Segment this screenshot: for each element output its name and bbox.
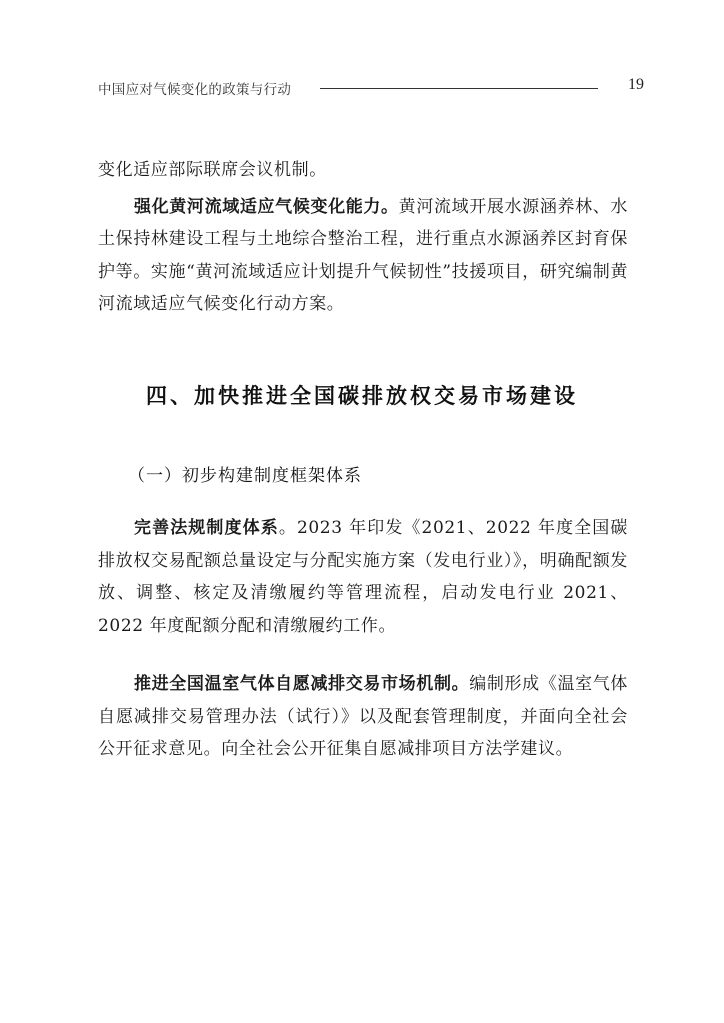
body-text-top — [98, 154, 628, 321]
body-text-bottom — [98, 668, 628, 766]
running-header — [98, 78, 644, 100]
paragraph — [98, 154, 628, 187]
subsection-title: （一）初步构建制度框架体系 — [128, 466, 362, 486]
header-rule — [320, 88, 598, 89]
paragraph-text: 编制形成《温室气体自愿减排交易管理办法（试行）》以及配套管理制度，并面向全社会公开征求意见。向全社会公开征集自愿减排项目方法学建议。 — [98, 674, 629, 759]
paragraph-lead: 强化黄河流域适应气候变化能力。 — [134, 196, 399, 217]
page-number: 19 — [628, 76, 644, 93]
paragraph-lead: 推进全国温室气体自愿减排交易市场机制。 — [134, 674, 470, 694]
paragraph — [98, 191, 628, 321]
paragraph — [98, 668, 628, 766]
paragraph — [98, 512, 628, 642]
paragraph-text: 变化适应部际联席会议机制。 — [98, 160, 327, 180]
body-text-middle — [98, 512, 628, 642]
paragraph-text: 。2023 年印发《2021、2022 年度全国碳排放权交易配额总量设定与分配实施方案（发电行业）》，明确配额发放、调整、核定及清缴履约等管理流程，启动发电行业 2021、2022 年度配额分配和清缴履约工作。 — [98, 518, 628, 636]
section-title: 四、加快推进全国碳排放权交易市场建设 — [146, 384, 578, 408]
paragraph-lead: 完善法规制度体系 — [134, 518, 279, 538]
header-title: 中国应对气候变化的政策与行动 — [98, 82, 292, 98]
paragraph-text: 黄河流域开展水源涵养林、水土保持林建设工程与土地综合整治工程，进行重点水源涵养区封育保护等。实施“黄河流域适应计划提升气候韧性”技援项目，研究编制黄河流域适应气候变化行动方案。 — [98, 196, 628, 314]
